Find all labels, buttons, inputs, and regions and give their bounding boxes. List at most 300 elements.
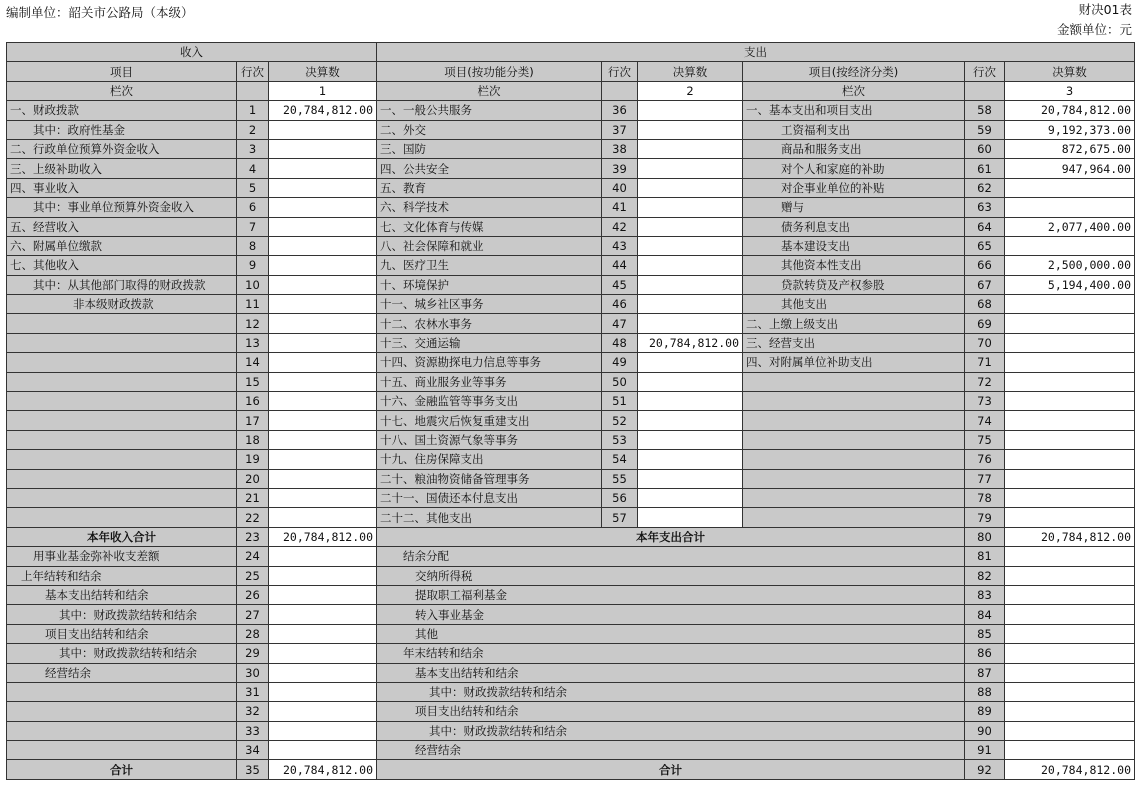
econ-amount [1005,411,1135,430]
econ-item: 其他资本性支出 [743,256,965,275]
table-row [7,236,1135,255]
income-balance-item: 项目支出结转和结余 [7,624,237,643]
expense-year-total-amount: 20,784,812.00 [1005,527,1135,546]
income-amount [269,663,377,682]
table-row [7,566,1135,585]
expense-balance-item: 其他 [377,624,965,643]
expense-rowno: 84 [965,605,1005,624]
income-item: 其中：从其他部门取得的财政拨款 [7,275,237,294]
col-head-rowno: 行次 [965,62,1005,81]
income-rowno: 25 [237,566,269,585]
expense-rowno: 85 [965,624,1005,643]
table-row [7,469,1135,488]
income-amount [269,198,377,217]
econ-rowno: 69 [965,314,1005,333]
income-rowno: 21 [237,488,269,507]
econ-item: 贷款转贷及产权参股 [743,275,965,294]
func-item: 七、文化体育与传媒 [377,217,602,236]
income-rowno: 34 [237,741,269,760]
table-row [7,372,1135,391]
col-head-amount: 决算数 [1005,62,1135,81]
expense-balance-item: 项目支出结转和结余 [377,702,965,721]
expense-balance-item: 其中：财政拨款结转和结余 [377,682,965,701]
func-rowno: 45 [602,275,638,294]
econ-item: 工资福利支出 [743,120,965,139]
income-item [7,469,237,488]
income-balance-item: 基本支出结转和结余 [7,585,237,604]
func-rowno: 53 [602,430,638,449]
expense-balance-item: 转入事业基金 [377,605,965,624]
income-balance-item [7,741,237,760]
func-amount [638,120,743,139]
expense-amount [1005,741,1135,760]
econ-amount: 9,192,373.00 [1005,120,1135,139]
econ-rowno: 76 [965,450,1005,469]
expense-grand-total-amount: 20,784,812.00 [1005,760,1135,779]
table-row [7,198,1135,217]
econ-amount [1005,450,1135,469]
econ-rowno: 74 [965,411,1005,430]
col-head-rowno: 行次 [602,62,638,81]
table-row [7,450,1135,469]
expense-rowno: 91 [965,741,1005,760]
income-item [7,353,237,372]
econ-item: 一、基本支出和项目支出 [743,101,965,120]
income-amount [269,702,377,721]
income-rowno: 12 [237,314,269,333]
grand-total-row [7,760,1135,779]
econ-rowno: 66 [965,256,1005,275]
func-rowno: 36 [602,101,638,120]
func-item: 十七、地震灾后恢复重建支出 [377,411,602,430]
func-item: 十四、资源勘探电力信息等事务 [377,353,602,372]
expense-balance-item: 其中：财政拨款结转和结余 [377,721,965,740]
econ-item [743,411,965,430]
compiling-unit: 编制单位：韶关市公路局（本级） [6,5,194,20]
income-amount [269,547,377,566]
econ-item: 二、上缴上级支出 [743,314,965,333]
income-item: 七、其他收入 [7,256,237,275]
col-label: 栏次 [377,81,602,100]
expense-rowno: 83 [965,585,1005,604]
expense-balance-item: 年末结转和结余 [377,644,965,663]
func-rowno: 46 [602,295,638,314]
form-number: 财决01表 [1078,2,1132,17]
econ-amount [1005,178,1135,197]
econ-item: 商品和服务支出 [743,139,965,158]
func-amount [638,314,743,333]
expense-balance-item: 提取职工福利基金 [377,585,965,604]
table-row [7,663,1135,682]
func-rowno: 38 [602,139,638,158]
col-head-econ: 项目(按经济分类) [743,62,965,81]
income-balance-item: 用事业基金弥补收支差额 [7,547,237,566]
income-rowno: 3 [237,139,269,158]
econ-rowno: 63 [965,198,1005,217]
income-grand-total-label: 合计 [7,760,237,779]
income-item [7,392,237,411]
table-row [7,488,1135,507]
expense-rowno: 82 [965,566,1005,585]
expense-amount [1005,682,1135,701]
econ-item: 赠与 [743,198,965,217]
col-head-amount: 决算数 [638,62,743,81]
econ-amount: 872,675.00 [1005,139,1135,158]
expense-rowno: 88 [965,682,1005,701]
func-rowno: 51 [602,392,638,411]
table-row [7,217,1135,236]
income-amount [269,314,377,333]
income-rowno: 11 [237,295,269,314]
expense-amount [1005,547,1135,566]
table-row [7,101,1135,120]
func-rowno: 52 [602,411,638,430]
expense-balance-item: 基本支出结转和结余 [377,663,965,682]
func-item: 三、国防 [377,139,602,158]
func-item: 十、环境保护 [377,275,602,294]
func-item: 十八、国土资源气象等事务 [377,430,602,449]
expense-section-header: 支出 [377,43,1135,62]
income-item: 三、上级补助收入 [7,159,237,178]
table-row [7,741,1135,760]
func-amount [638,392,743,411]
func-item: 十一、城乡社区事务 [377,295,602,314]
table-row [7,508,1135,527]
econ-rowno: 71 [965,353,1005,372]
col-label: 栏次 [7,81,237,100]
func-amount [638,488,743,507]
table-row [7,411,1135,430]
income-amount: 20,784,812.00 [269,101,377,120]
econ-rowno: 62 [965,178,1005,197]
econ-amount [1005,198,1135,217]
expense-balance-item: 经营结余 [377,741,965,760]
func-rowno: 50 [602,372,638,391]
econ-rowno: 58 [965,101,1005,120]
currency-unit: 金额单位：元 [1056,22,1132,37]
income-rowno: 14 [237,353,269,372]
col-label: 栏次 [743,81,965,100]
func-rowno: 49 [602,353,638,372]
income-amount [269,741,377,760]
expense-rowno: 86 [965,644,1005,663]
income-item: 二、行政单位预算外资金收入 [7,139,237,158]
income-item [7,314,237,333]
income-amount [269,721,377,740]
income-rowno: 7 [237,217,269,236]
table-row [7,353,1135,372]
income-rowno: 13 [237,333,269,352]
table-row [7,605,1135,624]
func-item: 十三、交通运输 [377,333,602,352]
income-item [7,430,237,449]
econ-amount [1005,508,1135,527]
expense-amount [1005,702,1135,721]
econ-rowno: 64 [965,217,1005,236]
income-amount [269,217,377,236]
income-rowno: 16 [237,392,269,411]
income-balance-item: 其中：财政拨款结转和结余 [7,605,237,624]
expense-amount [1005,624,1135,643]
income-amount [269,585,377,604]
func-amount [638,295,743,314]
income-item: 五、经营收入 [7,217,237,236]
econ-amount: 5,194,400.00 [1005,275,1135,294]
income-amount [269,159,377,178]
income-rowno: 28 [237,624,269,643]
econ-item: 对企事业单位的补贴 [743,178,965,197]
econ-item: 债务利息支出 [743,217,965,236]
func-item: 十九、住房保障支出 [377,450,602,469]
econ-item: 对个人和家庭的补助 [743,159,965,178]
income-item: 非本级财政拨款 [7,295,237,314]
income-rowno: 9 [237,256,269,275]
econ-amount [1005,430,1135,449]
expense-grand-total-label: 合计 [377,760,965,779]
col-number-1: 1 [269,81,377,100]
income-rowno: 22 [237,508,269,527]
econ-rowno: 78 [965,488,1005,507]
func-amount [638,508,743,527]
econ-item: 三、经营支出 [743,333,965,352]
income-rowno: 2 [237,120,269,139]
func-amount: 20,784,812.00 [638,333,743,352]
income-item [7,372,237,391]
econ-amount: 2,500,000.00 [1005,256,1135,275]
income-balance-item: 上年结转和结余 [7,566,237,585]
income-rowno: 26 [237,585,269,604]
income-amount [269,411,377,430]
income-item [7,508,237,527]
func-item: 二十一、国债还本付息支出 [377,488,602,507]
econ-item [743,469,965,488]
income-item: 四、事业收入 [7,178,237,197]
func-rowno: 42 [602,217,638,236]
expense-amount [1005,585,1135,604]
table-row [7,624,1135,643]
income-amount [269,139,377,158]
income-amount [269,236,377,255]
final-accounts-table [6,42,1135,780]
income-rowno: 5 [237,178,269,197]
table-row [7,256,1135,275]
func-item: 十二、农林水事务 [377,314,602,333]
func-item: 一、一般公共服务 [377,101,602,120]
income-amount [269,682,377,701]
income-amount [269,392,377,411]
table-row [7,159,1135,178]
func-rowno: 37 [602,120,638,139]
income-amount [269,372,377,391]
func-amount [638,430,743,449]
func-rowno: 39 [602,159,638,178]
func-rowno: 40 [602,178,638,197]
expense-rowno: 89 [965,702,1005,721]
func-amount [638,256,743,275]
expense-rowno: 87 [965,663,1005,682]
col-head-item: 项目 [7,62,237,81]
econ-amount [1005,295,1135,314]
income-amount [269,275,377,294]
expense-amount [1005,721,1135,740]
func-item: 二十、粮油物资储备管理事务 [377,469,602,488]
econ-amount [1005,488,1135,507]
func-amount [638,275,743,294]
econ-amount [1005,392,1135,411]
econ-rowno: 70 [965,333,1005,352]
func-item: 九、医疗卫生 [377,256,602,275]
expense-amount [1005,566,1135,585]
income-amount [269,605,377,624]
func-amount [638,198,743,217]
income-rowno: 17 [237,411,269,430]
expense-amount [1005,644,1135,663]
econ-rowno: 65 [965,236,1005,255]
income-year-total-rowno: 23 [237,527,269,546]
expense-amount [1005,605,1135,624]
expense-rowno: 90 [965,721,1005,740]
func-item: 十六、金融监管等事务支出 [377,392,602,411]
income-amount [269,333,377,352]
func-rowno: 47 [602,314,638,333]
table-row [7,721,1135,740]
income-rowno: 4 [237,159,269,178]
income-item: 其中：事业单位预算外资金收入 [7,198,237,217]
econ-rowno: 60 [965,139,1005,158]
income-rowno: 27 [237,605,269,624]
income-rowno: 32 [237,702,269,721]
econ-item [743,508,965,527]
func-amount [638,217,743,236]
econ-amount: 947,964.00 [1005,159,1135,178]
econ-rowno: 67 [965,275,1005,294]
expense-year-total-label: 本年支出合计 [377,527,965,546]
col-number-3: 3 [1005,81,1135,100]
income-rowno: 6 [237,198,269,217]
income-rowno: 24 [237,547,269,566]
table-row [7,139,1135,158]
func-amount [638,159,743,178]
econ-rowno: 61 [965,159,1005,178]
income-item: 其中：政府性基金 [7,120,237,139]
col-head-amount: 决算数 [269,62,377,81]
econ-amount [1005,372,1135,391]
econ-item: 四、对附属单位补助支出 [743,353,965,372]
table-row [7,585,1135,604]
income-amount [269,566,377,585]
income-grand-total-rowno: 35 [237,760,269,779]
income-amount [269,488,377,507]
income-year-total-amount: 20,784,812.00 [269,527,377,546]
econ-item: 其他支出 [743,295,965,314]
func-amount [638,178,743,197]
func-item: 六、科学技术 [377,198,602,217]
income-item: 六、附属单位缴款 [7,236,237,255]
income-rowno: 8 [237,236,269,255]
income-balance-item: 其中：财政拨款结转和结余 [7,644,237,663]
func-amount [638,469,743,488]
func-rowno: 55 [602,469,638,488]
econ-amount [1005,469,1135,488]
func-amount [638,372,743,391]
income-amount [269,624,377,643]
col-head-func: 项目(按功能分类) [377,62,602,81]
econ-item [743,450,965,469]
func-rowno: 54 [602,450,638,469]
econ-amount: 20,784,812.00 [1005,101,1135,120]
func-item: 二、外交 [377,120,602,139]
income-rowno: 31 [237,682,269,701]
func-rowno: 57 [602,508,638,527]
table-row [7,314,1135,333]
income-rowno: 20 [237,469,269,488]
func-amount [638,450,743,469]
income-item [7,450,237,469]
income-grand-total-amount: 20,784,812.00 [269,760,377,779]
econ-item: 基本建设支出 [743,236,965,255]
table-row [7,120,1135,139]
income-amount [269,644,377,663]
func-rowno: 44 [602,256,638,275]
func-item: 四、公共安全 [377,159,602,178]
expense-balance-item: 结余分配 [377,547,965,566]
func-item: 五、教育 [377,178,602,197]
income-rowno: 18 [237,430,269,449]
income-item [7,411,237,430]
income-item: 一、财政拨款 [7,101,237,120]
econ-rowno: 68 [965,295,1005,314]
table-row [7,392,1135,411]
econ-amount [1005,353,1135,372]
income-amount [269,256,377,275]
income-amount [269,178,377,197]
func-rowno: 43 [602,236,638,255]
econ-item [743,430,965,449]
income-year-total-label: 本年收入合计 [7,527,237,546]
table-row [7,644,1135,663]
func-item: 八、社会保障和就业 [377,236,602,255]
income-balance-item: 经营结余 [7,663,237,682]
econ-amount [1005,236,1135,255]
income-section-header: 收入 [7,43,377,62]
income-rowno: 33 [237,721,269,740]
income-balance-item [7,721,237,740]
expense-rowno: 81 [965,547,1005,566]
expense-amount [1005,663,1135,682]
econ-rowno: 72 [965,372,1005,391]
income-rowno: 30 [237,663,269,682]
table-row [7,275,1135,294]
expense-balance-item: 交纳所得税 [377,566,965,585]
econ-rowno: 77 [965,469,1005,488]
table-row [7,547,1135,566]
income-item [7,333,237,352]
econ-item [743,392,965,411]
income-rowno: 15 [237,372,269,391]
func-rowno: 56 [602,488,638,507]
econ-amount [1005,314,1135,333]
income-amount [269,450,377,469]
income-amount [269,469,377,488]
table-row [7,295,1135,314]
func-item: 十五、商业服务业等事务 [377,372,602,391]
expense-grand-total-rowno: 92 [965,760,1005,779]
econ-rowno: 73 [965,392,1005,411]
year-total-row [7,527,1135,546]
econ-amount [1005,333,1135,352]
expense-year-total-rowno: 80 [965,527,1005,546]
income-amount [269,508,377,527]
